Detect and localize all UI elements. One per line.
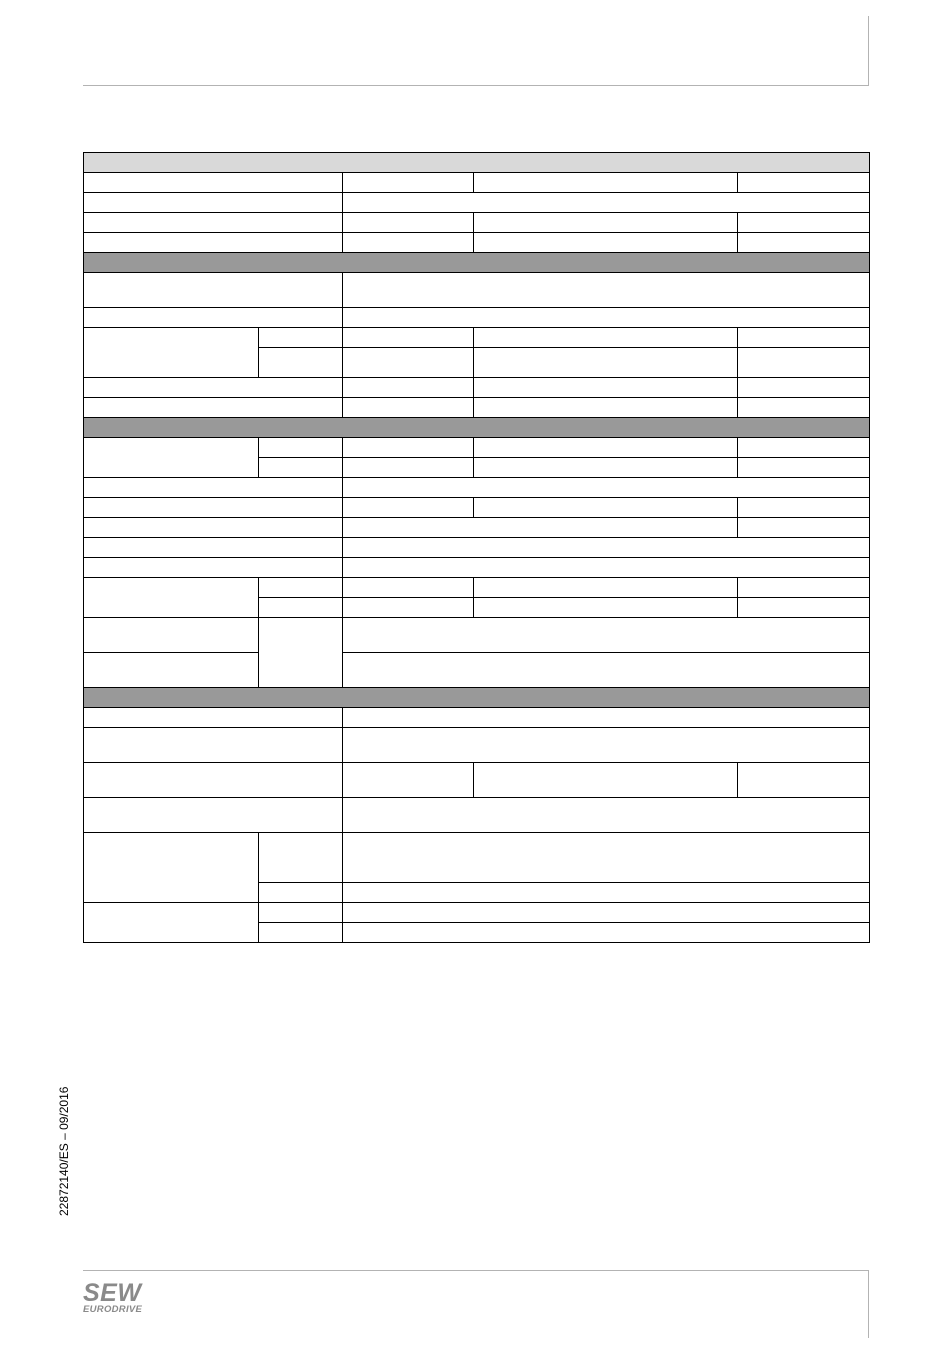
table-row	[84, 763, 870, 798]
table-row	[84, 193, 870, 213]
table-row	[84, 213, 870, 233]
table-row	[84, 903, 870, 923]
table-row	[84, 578, 870, 598]
table-row	[84, 398, 870, 418]
table-row	[84, 308, 870, 328]
table-row	[84, 653, 870, 688]
document-code: 22872140/ES – 09/2016	[57, 1086, 71, 1216]
table-header-row	[84, 173, 870, 193]
table-row	[84, 618, 870, 653]
header-rule	[83, 85, 869, 86]
logo-sub-text: EURODRIVE	[83, 1304, 143, 1315]
table-row	[84, 833, 870, 883]
table-row	[84, 328, 870, 348]
table-row	[84, 378, 870, 398]
table-row	[84, 728, 870, 763]
table-row	[84, 558, 870, 578]
table-row	[84, 438, 870, 458]
footer-rule	[83, 1270, 869, 1271]
footer-margin-rule	[868, 1270, 869, 1338]
specification-table	[83, 152, 870, 943]
section-header-row	[84, 418, 870, 438]
section-header-row	[84, 688, 870, 708]
table-row	[84, 518, 870, 538]
table-row	[84, 478, 870, 498]
header-margin-rule	[868, 16, 869, 86]
table-row	[84, 233, 870, 253]
sew-eurodrive-logo	[83, 1281, 153, 1317]
table-row	[84, 498, 870, 518]
table-row	[84, 798, 870, 833]
table-title-row	[84, 153, 870, 173]
table-row	[84, 538, 870, 558]
table-row	[84, 708, 870, 728]
table-row	[84, 273, 870, 308]
section-header-row	[84, 253, 870, 273]
logo-main-text: SEW	[83, 1279, 142, 1307]
